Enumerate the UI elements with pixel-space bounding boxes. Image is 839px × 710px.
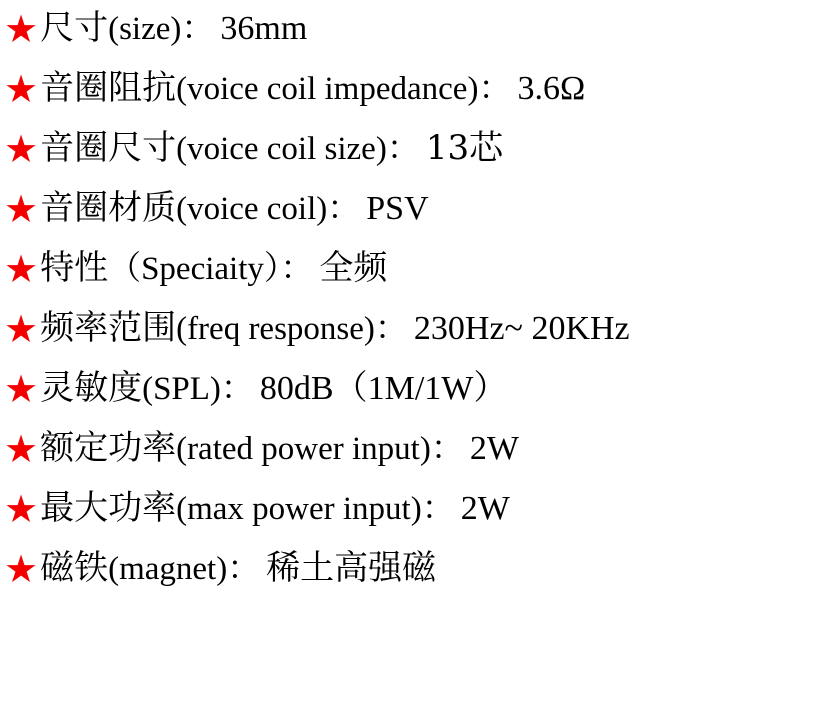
- star-icon: ★: [4, 249, 39, 291]
- spec-row: [4, 428, 839, 488]
- spec-row: [4, 8, 839, 68]
- spec-line: [40, 249, 387, 288]
- spec-row: [4, 548, 839, 608]
- spec-line: [40, 429, 519, 468]
- spec-label-en: (size): [108, 11, 182, 47]
- spec-value: PSV: [366, 190, 429, 227]
- spec-label-en: (voice coil impedance): [176, 71, 479, 107]
- spec-line: [40, 129, 503, 168]
- spec-line: [40, 489, 510, 528]
- spec-label-cn: 音圈尺寸: [40, 128, 177, 168]
- spec-row: [4, 188, 839, 248]
- spec-label-cn: 额定功率: [40, 428, 177, 468]
- spec-row: [4, 128, 839, 188]
- spec-label-cn: 特性: [40, 248, 109, 288]
- spec-value: 13芯: [425, 128, 504, 168]
- spec-label-en: (magnet): [108, 551, 228, 587]
- spec-value: 稀土高强磁: [266, 548, 437, 588]
- spec-label-en: (voice coil size): [176, 131, 387, 167]
- spec-line: [40, 369, 507, 408]
- spec-label-en: (rated power input): [176, 431, 431, 467]
- spec-label-cn: 频率范围: [40, 308, 177, 348]
- star-icon: ★: [4, 429, 39, 471]
- spec-label-cn: 尺寸: [40, 8, 109, 48]
- spec-value: 全频: [319, 248, 388, 288]
- spec-row: [4, 68, 839, 128]
- star-icon: ★: [4, 309, 39, 351]
- spec-separator: ：: [227, 551, 261, 587]
- spec-separator: ：: [374, 311, 408, 347]
- spec-row: [4, 308, 839, 368]
- spec-value: 2W: [460, 490, 510, 527]
- spec-row: [4, 488, 839, 548]
- spec-label-en: (freq response): [176, 311, 375, 347]
- spec-label-en: (voice coil): [176, 191, 328, 227]
- star-icon: ★: [4, 549, 39, 591]
- star-icon: ★: [4, 69, 39, 111]
- spec-separator: ：: [220, 371, 254, 407]
- spec-value: 3.6Ω: [517, 70, 586, 107]
- spec-line: [40, 69, 585, 108]
- spec-line: [40, 549, 436, 588]
- spec-label-cn: 音圈材质: [40, 188, 177, 228]
- spec-label-cn: 灵敏度: [40, 368, 143, 408]
- spec-value: 230Hz~ 20KHz: [413, 310, 630, 347]
- star-icon: ★: [4, 9, 39, 51]
- spec-line: [40, 309, 630, 348]
- spec-separator: ：: [430, 431, 464, 467]
- spec-separator: ：: [280, 251, 314, 287]
- spec-label-cn: 最大功率: [40, 488, 177, 528]
- spec-separator: ：: [327, 191, 361, 227]
- spec-separator: ：: [181, 11, 215, 47]
- spec-value: 80dB（1M/1W）: [259, 370, 508, 407]
- spec-label-cn: 音圈阻抗: [40, 68, 177, 108]
- spec-value: 36mm: [220, 10, 308, 47]
- spec-label-en: (SPL): [142, 371, 221, 407]
- spec-line: [40, 189, 429, 228]
- spec-line: [40, 9, 307, 48]
- spec-separator: ：: [478, 71, 512, 107]
- spec-value: 2W: [469, 430, 519, 467]
- star-icon: ★: [4, 489, 39, 531]
- spec-separator: ：: [386, 131, 420, 167]
- spec-label-en: (max power input): [176, 491, 422, 527]
- star-icon: ★: [4, 369, 39, 411]
- spec-label-en: （Speciaity）: [108, 251, 281, 287]
- spec-separator: ：: [421, 491, 455, 527]
- spec-row: [4, 368, 839, 428]
- star-icon: ★: [4, 129, 39, 171]
- spec-row: [4, 248, 839, 308]
- spec-label-cn: 磁铁: [40, 548, 109, 588]
- star-icon: ★: [4, 189, 39, 231]
